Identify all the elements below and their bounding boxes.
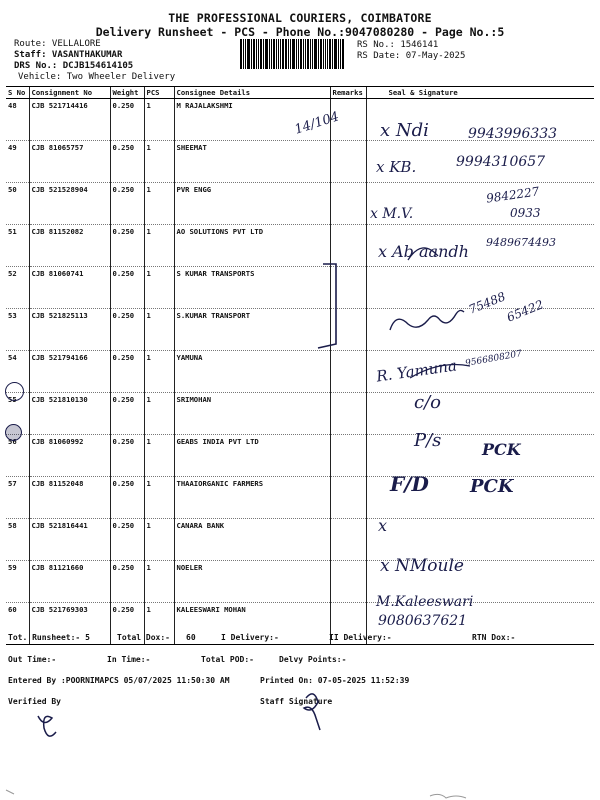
handwritten-signature: M.Kaleeswari <box>376 594 474 610</box>
handwritten-phone: 75488 <box>466 289 508 317</box>
cell-consignee: SHEEMAT <box>174 141 330 183</box>
table-row <box>6 561 594 603</box>
handwritten-signature: c/o <box>414 392 441 413</box>
ii-delivery: II Delivery:- <box>329 633 392 642</box>
barcode-bar <box>292 39 295 69</box>
cell-weight: 0.250 <box>110 351 144 393</box>
cell-weight: 0.250 <box>110 435 144 477</box>
barcode-bar <box>303 39 304 69</box>
cell-consignee: PVR ENGG <box>174 183 330 225</box>
cell-consignee: NOELER <box>174 561 330 603</box>
cell-seal <box>366 393 594 435</box>
cell-pcs: 1 <box>144 477 174 519</box>
col-header: Consignment No <box>29 87 110 99</box>
cell-sno: 48 <box>6 99 29 141</box>
cell-pcs: 1 <box>144 141 174 183</box>
barcode-bar <box>314 39 317 69</box>
handwritten-signature: x <box>378 516 388 535</box>
barcode-bar <box>312 39 313 69</box>
handwritten-signature: P/s <box>414 430 442 451</box>
cell-seal <box>366 519 594 561</box>
cell-consignee: S KUMAR TRANSPORTS <box>174 267 330 309</box>
cell-weight: 0.250 <box>110 267 144 309</box>
cell-weight: 0.250 <box>110 183 144 225</box>
cell-consignee: M RAJALAKSHMI <box>174 99 330 141</box>
cell-consignment: CJB 81060992 <box>29 435 110 477</box>
table-row <box>6 393 594 435</box>
cell-sno: 50 <box>6 183 29 225</box>
handwritten-phone: 9489674493 <box>486 236 556 249</box>
handwritten-phone: 0933 <box>510 206 541 220</box>
handwritten-signature: x KB. <box>376 158 417 176</box>
cell-consignment: CJB 81152082 <box>29 225 110 267</box>
cell-consignment: CJB 81065757 <box>29 141 110 183</box>
cell-weight: 0.250 <box>110 99 144 141</box>
barcode-bar <box>334 39 337 69</box>
barcode-bar <box>332 39 333 69</box>
cell-pcs: 1 <box>144 183 174 225</box>
rtn-dox: RTN Dox:- <box>472 633 516 642</box>
barcode-bar <box>263 39 264 69</box>
handwritten-remark: 14/104 <box>292 109 341 138</box>
cell-consignment: CJB 81152048 <box>29 477 110 519</box>
cell-remarks <box>330 267 366 309</box>
barcode-bar <box>240 39 242 69</box>
cell-pcs: 1 <box>144 351 174 393</box>
cell-weight: 0.250 <box>110 603 144 645</box>
total-dox-label: Total Dox:- <box>117 633 170 642</box>
smudge-mark <box>6 790 14 794</box>
cell-weight: 0.250 <box>110 141 144 183</box>
cell-consignee: KALEESWARI MOHAN <box>174 603 330 645</box>
cell-sno: 54 <box>6 351 29 393</box>
cell-consignment: CJB 521794166 <box>29 351 110 393</box>
cell-weight: 0.250 <box>110 225 144 267</box>
cell-remarks <box>330 351 366 393</box>
printed-on: Printed On: 07-05-2025 11:52:39 <box>260 676 410 685</box>
barcode-bar <box>288 39 289 69</box>
verified-by: Verified By <box>8 697 61 706</box>
cell-sno: 49 <box>6 141 29 183</box>
staff-signature: Staff Signature <box>260 697 333 706</box>
handwritten-signature: R. Yamuna <box>375 356 458 386</box>
cell-pcs: 1 <box>144 393 174 435</box>
handwritten-signature: F/D <box>390 472 429 496</box>
drs-label: DRS No.: DCJB154614105 <box>14 61 134 71</box>
cell-weight: 0.250 <box>110 309 144 351</box>
barcode-bar <box>280 39 281 69</box>
barcode-bar <box>273 39 275 69</box>
cell-remarks <box>330 141 366 183</box>
table-header-row <box>6 87 594 99</box>
barcode-bar <box>305 39 306 69</box>
handwritten-signature: PCK <box>470 476 514 497</box>
cell-consignee: GEABS INDIA PVT LTD <box>174 435 330 477</box>
cell-sno: 60 <box>6 603 29 645</box>
verify-signature-stroke <box>38 716 56 736</box>
barcode-bar <box>327 39 328 69</box>
cell-consignment: CJB 521810130 <box>29 393 110 435</box>
cell-consignee: THAAIORGANIC FARMERS <box>174 477 330 519</box>
handwritten-phone: 65422 <box>504 297 546 325</box>
barcode-bar <box>310 39 311 69</box>
cell-seal <box>366 309 594 351</box>
barcode-bar <box>325 39 326 69</box>
barcode-bar <box>251 39 252 69</box>
barcode-bar <box>278 39 279 69</box>
cell-remarks <box>330 225 366 267</box>
cell-sno: 59 <box>6 561 29 603</box>
barcode-bar <box>307 39 309 69</box>
runsheet-title: Delivery Runsheet - PCS - Phone No.:9047080280 - Page No.:5 <box>95 25 505 39</box>
barcode-bar <box>318 39 319 69</box>
smudge-mark <box>430 794 466 798</box>
cell-sno: 58 <box>6 519 29 561</box>
tot-runsheet: Tot. Runsheet:- 5 <box>8 633 90 642</box>
total-dox-value: 60 <box>186 633 196 642</box>
cell-pcs: 1 <box>144 603 174 645</box>
cell-seal <box>366 435 594 477</box>
cell-sno: 56 <box>6 435 29 477</box>
col-header: Consignee Details <box>174 87 330 99</box>
handwritten-signature: x Ndi <box>380 120 429 141</box>
handwritten-signature: PCK <box>482 440 521 459</box>
col-header: S No <box>6 87 29 99</box>
entered-by: Entered By :POORNIMAPCS 05/07/2025 11:50:30 AM <box>8 676 230 685</box>
cell-consignment: CJB 521714416 <box>29 99 110 141</box>
barcode-bar <box>282 39 284 69</box>
vehicle-label: Vehicle: Two Wheeler Delivery <box>18 72 176 82</box>
circle-mark <box>5 382 24 401</box>
barcode-bar <box>296 39 297 69</box>
cell-remarks <box>330 435 366 477</box>
cell-consignee: AO SOLUTIONS PVT LTD <box>174 225 330 267</box>
handwritten-signature: x M.V. <box>370 206 414 222</box>
cell-pcs: 1 <box>144 561 174 603</box>
handwritten-phone: 9994310657 <box>456 154 546 170</box>
rs-number: RS No.: 1546141 <box>357 40 439 50</box>
barcode-bar <box>243 39 244 69</box>
cell-weight: 0.250 <box>110 477 144 519</box>
handwritten-phone: 9080637621 <box>378 613 468 629</box>
cell-sno: 57 <box>6 477 29 519</box>
cell-remarks <box>330 393 366 435</box>
barcode-bar <box>290 39 291 69</box>
cell-weight: 0.250 <box>110 561 144 603</box>
barcode-bar <box>285 39 287 69</box>
barcode-bar <box>245 39 246 69</box>
cell-pcs: 1 <box>144 435 174 477</box>
col-header: Seal & Signature <box>366 87 594 99</box>
cell-consignment: CJB 81121660 <box>29 561 110 603</box>
cell-sno: 51 <box>6 225 29 267</box>
barcode-bar <box>338 39 339 69</box>
cell-pcs: 1 <box>144 99 174 141</box>
cell-pcs: 1 <box>144 519 174 561</box>
cell-remarks <box>330 183 366 225</box>
circle-mark <box>5 424 22 441</box>
in-time: In Time:- <box>107 655 151 664</box>
cell-weight: 0.250 <box>110 393 144 435</box>
barcode-bar <box>258 39 259 69</box>
barcode-bar <box>329 39 331 69</box>
handwritten-signature: x NMoule <box>380 556 464 576</box>
cell-pcs: 1 <box>144 225 174 267</box>
barcode-bar <box>253 39 255 69</box>
cell-consignment: CJB 521825113 <box>29 309 110 351</box>
staff-label: Staff: VASANTHAKUMAR <box>14 50 123 60</box>
barcode-bar <box>256 39 257 69</box>
cell-remarks <box>330 309 366 351</box>
handwritten-phone: 9842227 <box>485 184 541 206</box>
barcode-bar <box>298 39 299 69</box>
delvy-points: Delvy Points:- <box>279 655 347 664</box>
barcode-bar <box>323 39 324 69</box>
cell-pcs: 1 <box>144 267 174 309</box>
rs-date: RS Date: 07-May-2025 <box>357 51 466 61</box>
cell-consignee: YAMUNA <box>174 351 330 393</box>
cell-consignee: SRIMOHAN <box>174 393 330 435</box>
table-row <box>6 519 594 561</box>
cell-remarks <box>330 561 366 603</box>
barcode-bar <box>340 39 341 69</box>
route-label: Route: VELLALORE <box>14 39 101 49</box>
barcode <box>240 39 352 69</box>
barcode-bar <box>276 39 277 69</box>
out-time: Out Time:- <box>8 655 57 664</box>
cell-consignment: CJB 81060741 <box>29 267 110 309</box>
cell-remarks <box>330 477 366 519</box>
handwritten-phone: 9943996333 <box>468 126 558 142</box>
barcode-bar <box>247 39 250 69</box>
barcode-bar <box>320 39 322 69</box>
barcode-bar <box>271 39 272 69</box>
cell-consignment: CJB 521816441 <box>29 519 110 561</box>
barcode-bar <box>269 39 270 69</box>
cell-remarks <box>330 519 366 561</box>
cell-consignment: CJB 521528904 <box>29 183 110 225</box>
handwritten-phone: 9566808207 <box>464 349 523 369</box>
cell-weight: 0.250 <box>110 519 144 561</box>
cell-consignee: CANARA BANK <box>174 519 330 561</box>
barcode-bar <box>342 39 344 69</box>
cell-consignment: CJB 521769303 <box>29 603 110 645</box>
cell-sno: 55 <box>6 393 29 435</box>
handwritten-signature: x Ab aandh <box>378 242 469 261</box>
cell-pcs: 1 <box>144 309 174 351</box>
barcode-bar <box>300 39 302 69</box>
cell-consignee: S.KUMAR TRANSPORT <box>174 309 330 351</box>
total-pod: Total POD:- <box>201 655 254 664</box>
i-delivery: I Delivery:- <box>221 633 279 642</box>
col-header: Weight <box>110 87 144 99</box>
col-header: Remarks <box>330 87 366 99</box>
barcode-bar <box>260 39 262 69</box>
company-title: THE PROFESSIONAL COURIERS, COIMBATORE <box>168 11 432 25</box>
cell-sno: 53 <box>6 309 29 351</box>
barcode-bar <box>265 39 268 69</box>
cell-sno: 52 <box>6 267 29 309</box>
col-header: PCS <box>144 87 174 99</box>
